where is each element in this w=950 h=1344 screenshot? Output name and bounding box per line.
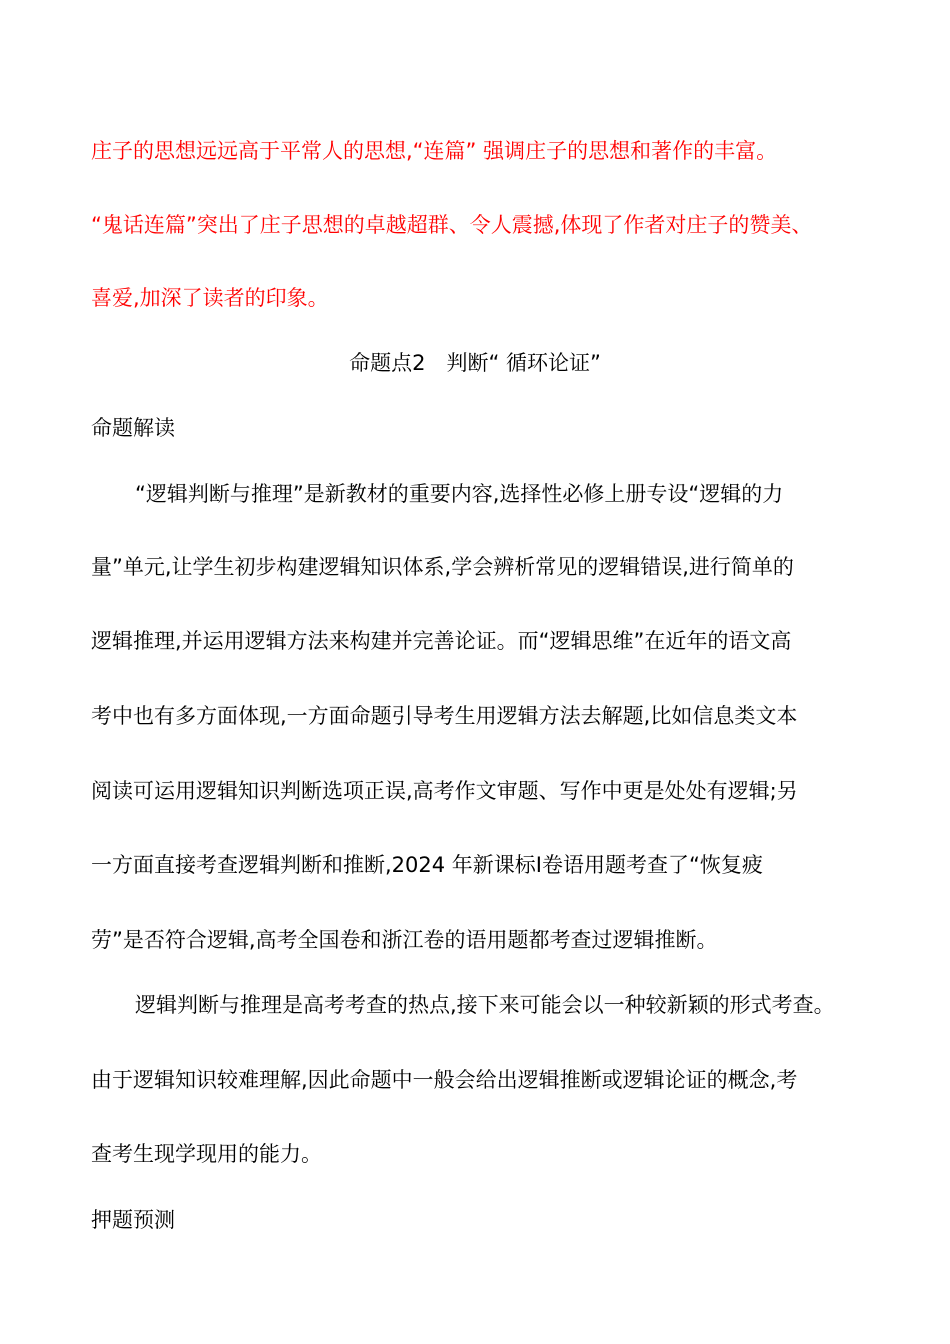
- section-title: 命题点2 判断“ 循环论证”: [349, 351, 601, 375]
- intro-red-line-3: 喜爱,加深了读者的印象。: [91, 286, 329, 310]
- subsection-heading-prediction: 押题预测: [91, 1208, 175, 1232]
- paragraph1-line-6: 一方面直接考查逻辑判断和推断,2024 年新课标Ⅰ卷语用题考查了“恢复疲: [91, 853, 763, 877]
- paragraph1-line-4: 考中也有多方面体现,一方面命题引导考生用逻辑方法去解题,比如信息类文本: [91, 704, 798, 728]
- paragraph1-line-3: 逻辑推理,并运用逻辑方法来构建并完善论证。而“逻辑思维”在近年的语文高: [91, 629, 792, 653]
- paragraph1-line-7: 劳”是否符合逻辑,高考全国卷和浙江卷的语用题都考查过逻辑推断。: [91, 928, 718, 952]
- paragraph2-line-3: 查考生现学现用的能力。: [91, 1142, 322, 1166]
- intro-red-line-1: 庄子的思想远远高于平常人的思想,“连篇” 强调庄子的思想和著作的丰富。: [91, 139, 778, 163]
- subsection-heading-reading: 命题解读: [91, 416, 175, 440]
- intro-red-line-2: “鬼话连篇”突出了庄子思想的卓越超群、令人震撼,体现了作者对庄子的赞美、: [91, 213, 813, 237]
- paragraph1-line-1: “逻辑判断与推理”是新教材的重要内容,选择性必修上册专设“逻辑的力: [135, 482, 784, 506]
- paragraph1-line-5: 阅读可运用逻辑知识判断选项正误,高考作文审题、写作中更是处处有逻辑;另: [91, 779, 798, 803]
- paragraph1-line-2: 量”单元,让学生初步构建逻辑知识体系,学会辨析常见的逻辑错误,进行简单的: [91, 555, 794, 579]
- paragraph2-line-1: 逻辑判断与推理是高考考查的热点,接下来可能会以一种较新颖的形式考查。: [135, 993, 835, 1017]
- paragraph2-line-2: 由于逻辑知识较难理解,因此命题中一般会给出逻辑推断或逻辑论证的概念,考: [91, 1068, 798, 1092]
